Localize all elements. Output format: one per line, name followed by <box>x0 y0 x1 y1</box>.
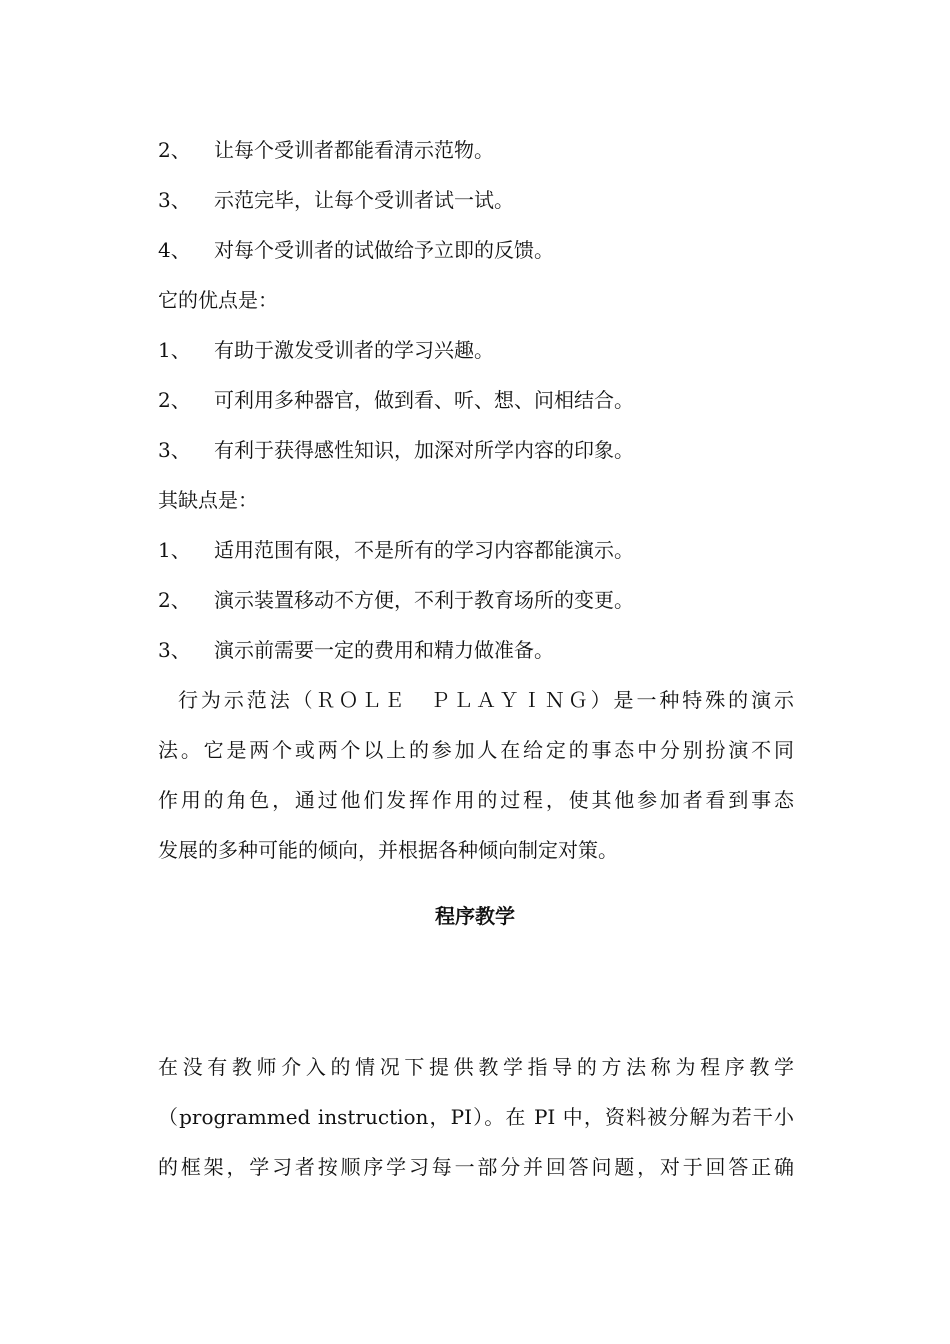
programmed-instruction-paragraph <box>158 1055 794 1205</box>
list-number: 2、 <box>158 138 191 162</box>
list-number: 2、 <box>158 588 191 612</box>
paragraph-line: 在没有教师介入的情况下提供教学指导的方法称为程序教学 <box>158 1055 794 1079</box>
list-item <box>158 588 634 612</box>
paragraph-line: 法。它是两个或两个以上的参加人在给定的事态中分别扮演不同 <box>158 738 794 762</box>
list-text: 对每个受训者的试做给予立即的反馈。 <box>214 238 554 262</box>
list-text: 示范完毕，让每个受训者试一试。 <box>214 188 514 212</box>
role-playing-paragraph <box>158 688 794 888</box>
list-number: 4、 <box>158 238 191 262</box>
list-number: 3、 <box>158 438 191 462</box>
list-item <box>158 388 634 412</box>
list-number: 3、 <box>158 638 191 662</box>
list-item <box>158 138 494 162</box>
list-text: 有助于激发受训者的学习兴趣。 <box>214 338 494 362</box>
list-number: 1、 <box>158 338 191 362</box>
list-item <box>158 238 554 262</box>
list-item <box>158 638 554 662</box>
list-item <box>158 438 634 462</box>
list-item <box>158 338 494 362</box>
paragraph-line: 发展的多种可能的倾向，并根据各种倾向制定对策。 <box>158 838 618 862</box>
list-text: 演示前需要一定的费用和精力做准备。 <box>214 638 554 662</box>
paragraph-line: 行为示范法（ＲＯＬＥ ＰＬＡＹＩＮＧ）是一种特殊的演示 <box>178 688 794 712</box>
list-item <box>158 538 634 562</box>
list-number: 2、 <box>158 388 191 412</box>
section-heading: 程序教学 <box>435 904 515 928</box>
list-item <box>158 188 514 212</box>
list-text: 适用范围有限，不是所有的学习内容都能演示。 <box>214 538 634 562</box>
paragraph-line: （programmed instruction，PI）。在 PI 中，资料被分解为若干小 <box>158 1105 794 1129</box>
list-text: 让每个受训者都能看清示范物。 <box>214 138 494 162</box>
disadvantages-label: 其缺点是： <box>158 488 258 512</box>
list-text: 可利用多种器官，做到看、听、想、问相结合。 <box>214 388 634 412</box>
list-number: 1、 <box>158 538 191 562</box>
list-number: 3、 <box>158 188 191 212</box>
paragraph-line: 作用的角色，通过他们发挥作用的过程，使其他参加者看到事态 <box>158 788 794 812</box>
list-text: 演示装置移动不方便，不利于教育场所的变更。 <box>214 588 634 612</box>
advantages-label: 它的优点是： <box>158 288 278 312</box>
list-text: 有利于获得感性知识，加深对所学内容的印象。 <box>214 438 634 462</box>
paragraph-line: 的框架，学习者按顺序学习每一部分并回答问题，对于回答正确 <box>158 1155 794 1179</box>
